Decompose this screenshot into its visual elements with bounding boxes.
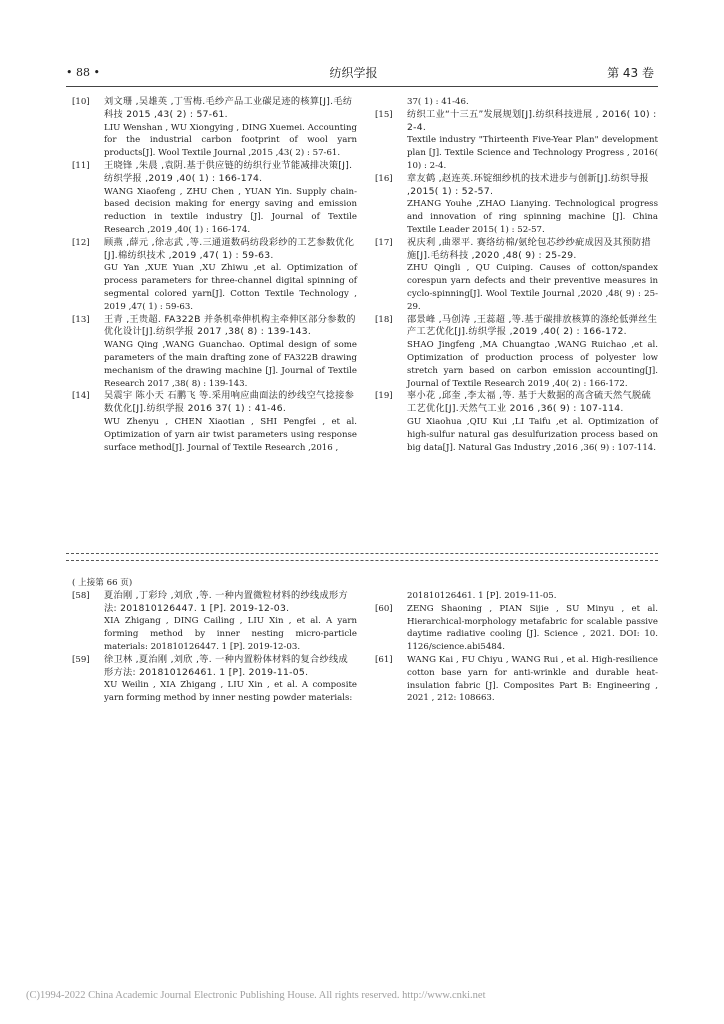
reference-chinese: 辜小花 ,邱奎 ,李太福 ,等. 基于大数据的高含硫天然气脱硫工艺优化[J].天然气工业 2016 ,36( 9) : 107-114.	[407, 390, 651, 415]
reference-continuation: 201810126461. 1 [P]. 2019-11-05.	[407, 591, 557, 601]
reference-item	[72, 237, 357, 314]
references-bottom-left	[72, 577, 357, 705]
reference-chinese: 王晓锋 ,朱晨 ,袁阴.基于供应链的纺织行业节能减排决策[J].纺织学报 ,2019 ,40( 1) : 166-174.	[104, 159, 353, 184]
reference-english: LIU Wenshan , WU Xiongying , DING Xuemei. Accounting for the industrial carbon footprint of wool yarn products[J]. Wool Textile Journal ,2015 ,43( 2) : 57-61.	[104, 122, 357, 159]
reference-english: SHAO Jingfeng ,MA Chuangtao ,WANG Ruichao ,et al. Optimization of production process of polyester low stretch yarn based on carbon emission accounting[J]. Journal of Textile Research 2019 ,40( 2) : 166-172.	[407, 340, 658, 389]
reference-chinese: 徐卫林 ,夏治刚 ,刘欣 ,等. 一种内置粉体材料的复合纱线成形方法: 201810126461. 1 [P]. 2019-11-05.	[104, 653, 348, 678]
reference-chinese: 顾燕 ,薛元 ,徐志武 ,等.三通道数码纺段彩纱的工艺参数优化[J].棉纺织技术 ,2019 ,47( 1) : 59-63.	[104, 236, 355, 261]
reference-item	[72, 390, 357, 454]
reference-number: [14]	[72, 391, 90, 402]
reference-number: [19]	[375, 391, 393, 402]
page-header	[66, 62, 654, 82]
reference-number: [59]	[72, 654, 90, 665]
volume-label: 第 43 卷	[607, 65, 654, 80]
reference-item	[72, 160, 357, 237]
reference-number: [61]	[375, 654, 393, 665]
reference-english: XIA Zhigang , DING Cailing , LIU Xin , et al. A yarn forming method by inner nesting micro-particle materials: 201810126447. 1 [P]. 2019-12-03.	[104, 616, 357, 652]
references-top-right	[375, 96, 658, 454]
reference-number: [13]	[72, 314, 90, 325]
reference-item	[375, 654, 658, 705]
reference-chinese: 章友鹤 ,赵连英.环锭细纱机的技术进步与创新[J].纺织导报 ,2015( 1) : 52-57.	[407, 172, 649, 197]
reference-item	[72, 654, 357, 705]
reference-chinese: 祝庆利 ,曲翠平. 赛络纺棉/氨纶包芯纱纱疵成因及其预防措施[J].毛纺科技 ,2020 ,48( 9) : 25-29.	[407, 236, 651, 261]
reference-number: [11]	[72, 160, 90, 171]
section-divider	[66, 553, 658, 561]
reference-english: WANG Qing ,WANG Guanchao. Optimal design of some parameters of the main drafting zone of FA322B drawing mechanism of the drawing machine [J]. Journal of Textile Research 2017 ,38( 8) : 139-143.	[104, 340, 357, 389]
reference-number: [15]	[375, 109, 393, 120]
reference-item	[72, 590, 357, 654]
reference-english: ZHU Qingli , QU Cuiping. Causes of cotton/spandex corespun yarn defects and their preventive measures in cyclo-spinning[J]. Wool Textile Journal ,2020 ,48( 9) : 25-29.	[407, 263, 658, 312]
references-top-left	[72, 96, 357, 454]
reference-number: [60]	[375, 603, 393, 614]
reference-english: WANG Xiaofeng , ZHU Chen , YUAN Yin. Supply chain-based decision making for energy saving and emission reduction in textile industry [J]. Journal of Textile Research ,2019 ,40( 1) : 166-174.	[104, 186, 357, 235]
reference-chinese: 吴震宇 陈小天 石鹏飞 等.采用响应曲面法的纱线空气捻接参数优化[J].纺织学报 2016 37( 1) : 41-46.	[104, 390, 355, 415]
reference-item	[375, 314, 658, 391]
header-rule	[66, 86, 658, 87]
reference-item	[375, 603, 658, 654]
reference-item	[375, 237, 658, 314]
references-bottom-right	[375, 590, 658, 705]
reference-chinese: 刘文珊 ,吴雄英 ,丁雪梅.毛纱产品工业碳足迹的核算[J].毛纺科技 2015 ,43( 2) : 57-61.	[104, 96, 353, 120]
reference-continuation: 37( 1) : 41-46.	[407, 97, 469, 107]
reference-item	[72, 314, 357, 391]
journal-title: 纺织学报	[329, 65, 378, 80]
copyright-footer: (C)1994-2022 China Academic Journal Electronic Publishing House. All rights reserved. http://www.cnki.net	[26, 990, 486, 1001]
reference-english: ZHANG Youhe ,ZHAO Lianying. Technological progress and innovation of ring spinning machine [J]. China Textile Leader 2015( 1) : 52-57.	[407, 199, 658, 235]
reference-english: WANG Kai , FU Chiyu , WANG Rui , et al. High-resilience cotton base yarn for anti-wrinkle and durable heat-insulation fabric [J]. Composites Part B: Engineering , 2021 , 212: 108663.	[407, 654, 658, 704]
continued-note: ( 上接第 66 页)	[72, 578, 133, 588]
reference-english: XU Weilin , XIA Zhigang , LIU Xin , et al. A composite yarn forming method by inner nesting powder materials:	[104, 680, 357, 704]
reference-chinese: 邵景峰 ,马创涛 ,王蕊超 ,等.基于碳排放核算的涤纶低弹丝生产工艺优化[J].纺织学报 ,2019 ,40( 2) : 166-172.	[407, 313, 658, 338]
reference-chinese: 纺织工业“十三五”发展规划[J].纺织科技进展 , 2016( 10) : 2-4.	[407, 108, 657, 133]
reference-english: GU Xiaohua ,QIU Kui ,LI Taifu ,et al. Optimization of high-sulfur natural gas desulfurization process based on big data[J]. Natural Gas Industry ,2016 ,36( 9) : 107-114.	[407, 416, 658, 453]
page-number: • 88 •	[66, 65, 100, 79]
reference-item	[72, 96, 357, 160]
reference-english: Textile industry "Thirteenth Five-Year Plan" development plan [J]. Textile Science and Technology Progress , 2016( 10) : 2-4.	[407, 135, 658, 171]
reference-item	[375, 390, 658, 454]
reference-chinese: 王青 ,王贵超. FA322B 并条机牵伸机构主牵伸区部分参数的优化设计[J].纺织学报 2017 ,38( 8) : 139-143.	[104, 313, 356, 338]
reference-item	[375, 173, 658, 237]
reference-number: [58]	[72, 590, 90, 601]
reference-english: ZENG Shaoning , PIAN Sijie , SU Minyu , et al. Hierarchical-morphology metafabric for scalable passive daytime radiative cooling [J]. Science , 2021. DOI: 10. 1126/science.abi5484.	[407, 603, 658, 653]
reference-number: [16]	[375, 173, 393, 184]
reference-item	[375, 109, 658, 173]
reference-chinese: 夏治刚 ,丁彩玲 ,刘欣 ,等. 一种内置微粒材料的纱线成形方法: 201810126447. 1 [P]. 2019-12-03.	[104, 589, 348, 614]
reference-number: [17]	[375, 237, 393, 248]
reference-english: WU Zhenyu , CHEN Xiaotian , SHI Pengfei , et al. Optimization of yarn air twist parameters using response surface method[J]. Journal of Textile Research ,2016 ,	[104, 416, 357, 453]
reference-english: GU Yan ,XUE Yuan ,XU Zhiwu ,et al. Optimization of process parameters for three-channel digital spinning of segmental colored yarn[J]. Cotton Textile Technology , 2019 ,47( 1) : 59-63.	[104, 263, 357, 312]
reference-number: [18]	[375, 314, 393, 325]
reference-number: [10]	[72, 97, 90, 107]
reference-number: [12]	[72, 237, 90, 248]
